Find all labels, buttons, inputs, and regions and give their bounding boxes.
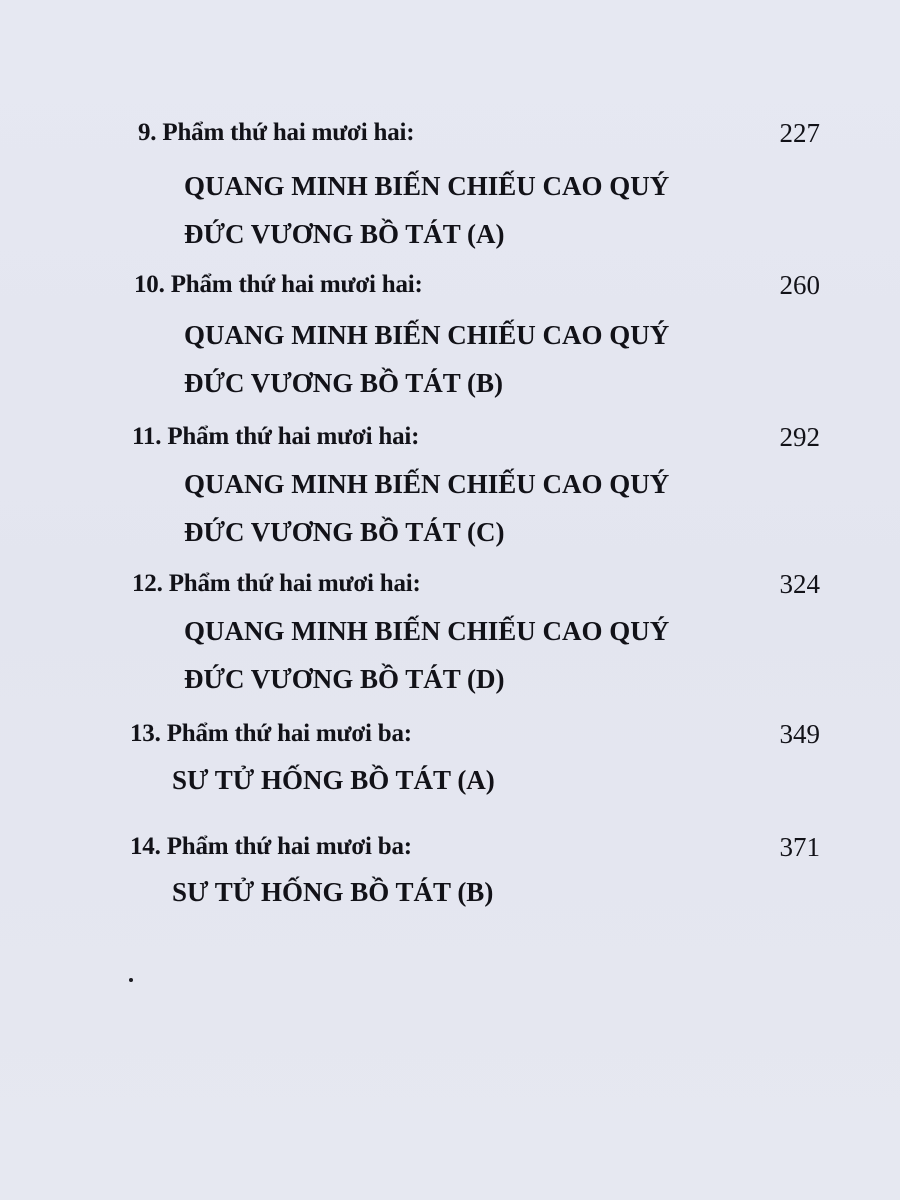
toc-entry-page-number: 260 (779, 270, 820, 300)
toc-entry-page-number: 371 (779, 832, 820, 862)
toc-entry-page-number: 349 (779, 719, 820, 749)
toc-entry-title (184, 162, 669, 258)
toc-entry-label: 11. Phẩm thứ hai mươi hai: (132, 423, 420, 450)
toc-entry-title-line: QUANG MINH BIẾN CHIẾU CAO QUÝ (184, 171, 670, 201)
toc-entry-title-line: QUANG MINH BIẾN CHIẾU CAO QUÝ (184, 320, 670, 350)
toc-entry-title-line: ĐỨC VƯƠNG BỒ TÁT (B) (184, 368, 504, 398)
toc-entry-title (184, 460, 669, 556)
toc-entry-label: 12. Phẩm thứ hai mươi hai: (132, 570, 421, 597)
toc-entry-label: 13. Phẩm thứ hai mươi ba: (130, 720, 412, 747)
toc-entry-page-number: 324 (779, 569, 820, 599)
toc-entry-label: 14. Phẩm thứ hai mươi ba: (130, 833, 412, 860)
toc-entry-title (184, 607, 669, 703)
toc-entry-title-line: QUANG MINH BIẾN CHIẾU CAO QUÝ (184, 616, 670, 646)
toc-entry-title-line: ĐỨC VƯƠNG BỒ TÁT (D) (184, 664, 505, 694)
toc-entry-title-line: QUANG MINH BIẾN CHIẾU CAO QUÝ (184, 469, 670, 499)
toc-entry-title-line: SƯ TỬ HỐNG BỒ TÁT (B) (172, 877, 494, 907)
toc-entry-page-number: 227 (779, 118, 820, 148)
toc-entry-title (172, 868, 493, 916)
toc-entry-page-number: 292 (779, 422, 820, 452)
toc-entry-title-line: SƯ TỬ HỐNG BỒ TÁT (A) (172, 765, 495, 795)
toc-entry-label: 9. Phẩm thứ hai mươi hai: (138, 119, 415, 146)
toc-entry-title-line: ĐỨC VƯƠNG BỒ TÁT (C) (184, 517, 505, 547)
toc-entry-title (172, 756, 495, 804)
toc-entry-title (184, 311, 669, 407)
bullet-dot (129, 978, 133, 982)
toc-entry-title-line: ĐỨC VƯƠNG BỒ TÁT (A) (184, 219, 505, 249)
toc-entry-label: 10. Phẩm thứ hai mươi hai: (134, 271, 423, 298)
